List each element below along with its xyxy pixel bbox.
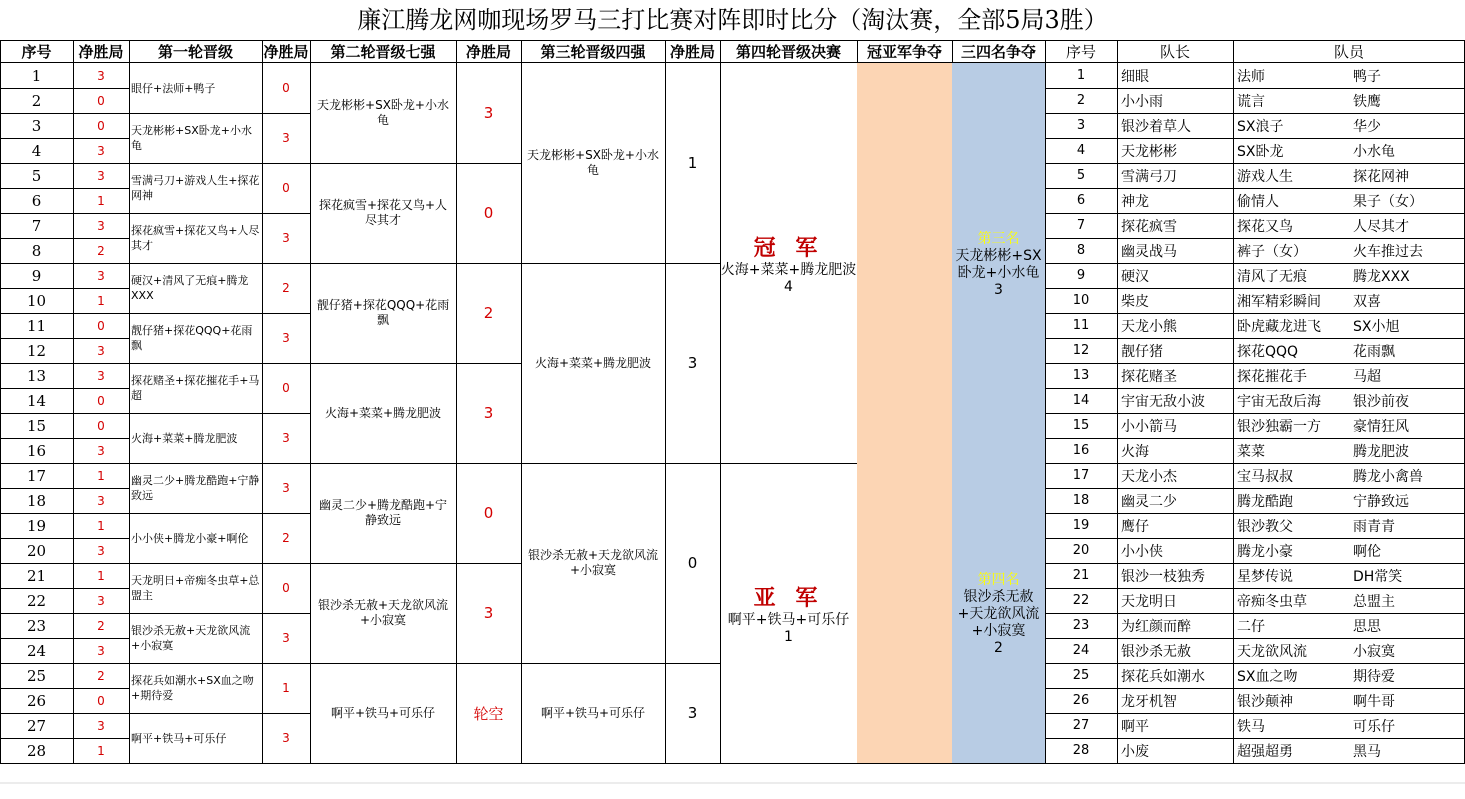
roster-seq: 20 [1072,543,1090,558]
roster-member: SX血之吻 [1237,668,1298,685]
roster-member: 期待爱 [1353,668,1395,685]
round2-team: 银沙杀无赦+天龙欲风流+小寂寞 [317,598,449,627]
round1-net-score: 3 [282,431,290,445]
round1-game-score: 0 [97,393,105,408]
round1-team: 小小侠+腾龙小豪+啊伦 [131,531,249,545]
roster-seq: 24 [1072,643,1090,658]
roster-seq: 23 [1072,618,1090,633]
seq-number: 19 [26,516,47,535]
seq-number: 22 [26,591,47,610]
round1-team: 啊平+铁马+可乐仔 [131,731,227,745]
round1-team: 探花赌圣+探花摧花手+马超 [131,374,260,402]
header-captain: 队长 [1159,43,1190,61]
round1-net-score: 3 [282,481,290,495]
roster-captain: 小废 [1121,743,1149,760]
roster-seq: 27 [1072,718,1090,733]
seq-number: 10 [26,291,47,310]
seq-number: 3 [31,116,42,135]
roster-seq: 19 [1072,518,1090,533]
roster-seq: 15 [1072,418,1090,433]
roster-seq: 11 [1072,318,1090,333]
roster-captain: 幽灵二少 [1121,493,1177,510]
roster-seq: 12 [1072,343,1090,358]
roster-member: 探花又鸟 [1237,218,1293,235]
roster-captain: 探花兵如潮水 [1121,668,1205,685]
round1-game-score: 3 [97,268,105,283]
round1-game-score: 3 [97,68,105,83]
seq-number: 27 [26,716,47,735]
round3-net-score: 1 [687,154,698,172]
roster-member: 人尽其才 [1353,218,1409,235]
roster-member: 可乐仔 [1353,718,1395,735]
roster-member: 小寂寞 [1353,643,1395,660]
roster-seq: 7 [1076,218,1086,233]
roster-member: 二仔 [1237,618,1265,635]
roster-member: 探花QQQ [1237,343,1299,360]
roster-member: 华少 [1353,118,1381,135]
roster-captain: 啊平 [1121,718,1149,735]
round1-game-score: 1 [97,568,105,583]
roster-member: 腾龙小禽兽 [1353,468,1423,485]
roster-captain: 探花疯雪 [1121,218,1177,235]
round1-game-score: 3 [97,168,105,183]
roster-seq: 2 [1076,93,1086,108]
round1-net-score: 3 [282,231,290,245]
roster-member: 果子（女） [1353,193,1423,210]
roster-member: 鸭子 [1353,68,1381,85]
runner-score: 1 [784,628,793,645]
roster-captain: 柴皮 [1121,293,1149,310]
round1-net-score: 3 [282,631,290,645]
round1-game-score: 2 [97,618,105,633]
seq-number: 26 [26,691,47,710]
roster-captain: 靓仔猪 [1121,343,1163,360]
runner-team: 啊平+铁马+可乐仔 [727,611,850,628]
roster-captain: 幽灵战马 [1121,243,1177,260]
roster-member: 超强超勇 [1237,743,1293,760]
round3-team: 啊平+铁马+可乐仔 [540,705,646,720]
round2-net-score: 0 [483,204,494,222]
seq-number: 15 [26,416,47,435]
champion-score: 4 [784,278,793,295]
round1-net-score: 2 [282,531,290,545]
roster-captain: 小小雨 [1121,93,1163,110]
runner-block [720,463,857,763]
roster-seq: 28 [1072,743,1090,758]
header-seq: 序号 [21,43,52,61]
round1-net-score: 0 [282,81,290,95]
roster-captain: 银沙杀无赦 [1121,643,1191,660]
roster-member: 银沙颠神 [1237,693,1293,710]
roster-member: 卧虎藏龙进飞 [1237,318,1321,335]
roster-member: 铁鹰 [1353,93,1381,110]
header-round3: 第三轮晋级四强 [540,43,646,61]
roster-member: 天龙欲风流 [1237,643,1307,660]
roster-member: 宇宙无敌后海 [1237,393,1321,410]
round1-game-score: 3 [97,343,105,358]
seq-number: 1 [31,66,42,85]
round1-game-score: 3 [97,368,105,383]
roster-captain: 天龙小杰 [1121,468,1177,485]
round1-team: 眼仔+法师+鸭子 [131,81,216,95]
header-roster-seq: 序号 [1065,43,1096,61]
champion-block [720,63,857,463]
round1-game-score: 1 [97,193,105,208]
round2-net-score: 3 [483,604,494,622]
roster-seq: 26 [1072,693,1090,708]
seq-number: 12 [26,341,47,360]
seq-number: 5 [31,166,42,185]
roster-member: 啊牛哥 [1353,693,1395,710]
round1-game-score: 3 [97,543,105,558]
roster-seq: 8 [1076,243,1086,258]
round1-team: 天龙明日+帝痴冬虫草+总盟主 [131,574,260,602]
roster-member: DH常笑 [1353,568,1403,585]
seq-number: 8 [31,241,42,260]
seq-number: 16 [26,441,47,460]
round1-game-score: 3 [97,718,105,733]
round1-team: 靓仔猪+探花QQQ+花雨飘 [131,324,253,352]
roster-member: 小水龟 [1353,143,1395,160]
round3-net-score: 0 [687,554,698,572]
roster-member: 清风了无痕 [1237,268,1307,285]
roster-captain: 小小箭马 [1121,418,1177,435]
round2-net-score: 轮空 [473,704,504,723]
roster-member: SX卧龙 [1237,143,1284,160]
roster-seq: 4 [1076,143,1086,158]
roster-seq: 17 [1072,468,1090,483]
round2-net-score: 3 [483,104,494,122]
seq-number: 11 [26,316,47,335]
roster-captain: 银沙一枝独秀 [1121,568,1205,585]
round1-team: 硬汉+清风了无痕+腾龙XXX [131,274,249,302]
third-place-block [952,63,1045,463]
roster-captain: 天龙小熊 [1121,318,1177,335]
header-round2: 第二轮晋级七强 [330,43,436,61]
round1-net-score: 3 [282,731,290,745]
header-win2: 净胜局 [263,43,309,61]
round1-team: 火海+菜菜+腾龙肥波 [131,431,238,445]
round1-game-score: 0 [97,418,105,433]
round1-team: 探花疯雪+探花又鸟+人尽其才 [131,224,260,252]
roster-member: 帝痴冬虫草 [1237,593,1307,610]
seq-number: 6 [31,191,42,210]
round3-team: 银沙杀无赦+天龙欲风流+小寂寞 [527,548,659,577]
roster-member: 铁马 [1237,718,1265,735]
round1-game-score: 3 [97,643,105,658]
round1-net-score: 3 [282,331,290,345]
roster-member: 探花网神 [1353,168,1409,185]
roster-member: 腾龙小豪 [1237,543,1293,560]
roster-member: 雨青青 [1353,518,1395,535]
third-place-label: 第三名 [977,230,1020,247]
seq-number: 24 [26,641,47,660]
round2-team: 靓仔猪+探花QQQ+花雨飘 [316,298,450,327]
roster-captain: 细眼 [1121,68,1149,85]
roster-seq: 13 [1072,368,1090,383]
roster-member: 银沙独霸一方 [1237,418,1321,435]
round2-net-score: 2 [483,304,494,322]
roster-member: 游戏人生 [1237,168,1293,185]
round1-game-score: 2 [97,243,105,258]
round1-game-score: 3 [97,493,105,508]
round1-net-score: 0 [282,181,290,195]
round2-team: 探花疯雪+探花又鸟+人尽其才 [318,198,448,227]
seq-number: 21 [26,566,47,585]
roster-captain: 天龙彬彬 [1121,143,1177,160]
roster-seq: 9 [1076,268,1086,283]
header-members: 队员 [1333,43,1364,61]
roster-member: SX小旭 [1353,318,1400,335]
roster-member: 双喜 [1353,293,1381,310]
round1-team: 幽灵二少+腾龙酷跑+宁静致远 [131,474,260,502]
roster-captain: 火海 [1121,443,1149,460]
round1-game-score: 1 [97,743,105,758]
fourth-place-team: 银沙杀无赦+天龙欲风流+小寂寞 [957,589,1040,639]
seq-number: 9 [31,266,42,285]
roster-captain: 神龙 [1121,193,1149,210]
roster-captain: 雪满弓刀 [1121,168,1177,185]
header-third: 三四名争夺 [960,43,1036,61]
roster-member: 火车推过去 [1353,243,1423,260]
round2-net-score: 0 [483,504,494,522]
round1-net-score: 3 [282,131,290,145]
roster-seq: 3 [1076,118,1086,133]
round1-game-score: 3 [97,443,105,458]
roster-seq: 14 [1072,393,1090,408]
roster-member: 菜菜 [1237,443,1265,460]
fourth-place-label: 第四名 [977,572,1020,588]
round2-team: 啊平+铁马+可乐仔 [330,705,436,720]
roster-member: 宝马叔叔 [1237,468,1293,485]
roster-member: 法师 [1237,68,1265,85]
fourth-place-block [952,463,1045,763]
fourth-place-score: 2 [994,640,1003,656]
champion-team: 火海+菜菜+腾龙肥波 [720,261,857,278]
round1-team: 探花兵如潮水+SX血之吻+期待爱 [131,674,254,702]
roster-captain: 为红颜而醉 [1121,618,1191,635]
seq-number: 23 [26,616,47,635]
seq-number: 13 [26,366,47,385]
round1-game-score: 0 [97,118,105,133]
round3-team: 天龙彬彬+SX卧龙+小水龟 [527,148,659,177]
round1-game-score: 3 [97,218,105,233]
round2-team: 幽灵二少+腾龙酷跑+宁静致远 [318,498,448,527]
roster-member: 湘军精彩瞬间 [1237,293,1321,310]
third-place-team: 天龙彬彬+SX卧龙+小水龟 [955,247,1042,281]
roster-member: 谎言 [1237,93,1265,110]
roster-seq: 10 [1072,293,1090,308]
round1-game-score: 0 [97,93,105,108]
roster-captain: 鹰仔 [1121,518,1149,535]
roster-seq: 25 [1072,668,1090,683]
round3-net-score: 3 [687,354,698,372]
roster-seq: 1 [1076,68,1086,83]
roster-member: 思思 [1353,618,1381,635]
roster-member: 花雨飘 [1353,343,1395,360]
roster-seq: 21 [1072,568,1090,583]
roster-member: 总盟主 [1353,593,1395,610]
round3-net-score: 3 [687,704,698,722]
roster-seq: 16 [1072,443,1090,458]
round1-team: 天龙彬彬+SX卧龙+小水龟 [131,124,252,152]
runner-label: 亚 军 [753,584,824,611]
header-win4: 净胜局 [669,43,715,61]
roster-captain: 探花赌圣 [1121,368,1177,385]
round1-game-score: 1 [97,518,105,533]
round1-net-score: 1 [282,681,290,695]
seq-number: 20 [26,541,47,560]
round1-game-score: 3 [97,143,105,158]
round1-game-score: 2 [97,668,105,683]
seq-number: 14 [26,391,47,410]
roster-captain: 硬汉 [1121,268,1149,285]
round1-game-score: 0 [97,693,105,708]
round1-net-score: 0 [282,381,290,395]
seq-number: 28 [26,741,47,760]
roster-seq: 18 [1072,493,1090,508]
header-round4: 第四轮晋级决赛 [735,43,841,61]
roster-member: 探花摧花手 [1237,368,1307,385]
roster-member: 豪情狂风 [1353,418,1409,435]
roster-member: 宁静致远 [1353,493,1409,510]
champion-label: 冠 军 [753,234,824,261]
champ-column-fill [857,63,952,763]
header-champ: 冠亚军争夺 [866,43,942,61]
round1-game-score: 1 [97,293,105,308]
round2-net-score: 3 [483,404,494,422]
roster-member: 马超 [1353,368,1381,385]
seq-number: 4 [31,141,42,160]
header-round1: 第一轮晋级 [157,43,233,61]
round1-net-score: 0 [282,581,290,595]
roster-member: 裤子（女） [1237,243,1307,260]
seq-number: 18 [26,491,47,510]
seq-number: 17 [26,466,47,485]
round1-team: 雪满弓刀+游戏人生+探花网神 [131,174,260,202]
seq-number: 25 [26,666,47,685]
round1-game-score: 3 [97,593,105,608]
roster-captain: 宇宙无敌小波 [1121,393,1205,410]
roster-captain: 银沙着草人 [1121,118,1191,135]
seq-number: 7 [31,216,42,235]
header-win1: 净胜局 [78,43,124,61]
third-place-score: 3 [994,281,1003,298]
page-title: 廉江腾龙网咖现场罗马三打比赛对阵即时比分（淘汰赛，全部5局3胜） [357,6,1108,34]
round1-game-score: 0 [97,318,105,333]
roster-seq: 6 [1076,193,1086,208]
roster-member: 星梦传说 [1237,568,1293,585]
round1-net-score: 2 [282,281,290,295]
roster-member: 银沙教父 [1237,518,1293,535]
roster-member: 腾龙肥波 [1353,443,1409,460]
round3-team: 火海+菜菜+腾龙肥波 [534,355,652,370]
seq-number: 2 [31,91,42,110]
roster-seq: 22 [1072,593,1090,608]
roster-captain: 小小侠 [1121,543,1163,560]
round1-team: 银沙杀无赦+天龙欲风流+小寂寞 [131,624,251,652]
roster-member: SX浪子 [1237,118,1284,135]
roster-member: 腾龙酷跑 [1237,493,1293,510]
roster-member: 黑马 [1353,743,1381,760]
roster-member: 偷情人 [1237,193,1279,210]
roster-member: 腾龙XXX [1353,268,1410,285]
round2-team: 火海+菜菜+腾龙肥波 [324,405,442,420]
roster-captain: 龙牙机智 [1121,693,1177,710]
round2-team: 天龙彬彬+SX卧龙+小水龟 [317,98,449,127]
roster-member: 银沙前夜 [1353,393,1409,410]
round1-game-score: 1 [97,468,105,483]
roster-member: 啊伦 [1353,543,1381,560]
roster-captain: 天龙明日 [1121,593,1177,610]
roster-seq: 5 [1076,168,1086,183]
header-win3: 净胜局 [465,43,511,61]
